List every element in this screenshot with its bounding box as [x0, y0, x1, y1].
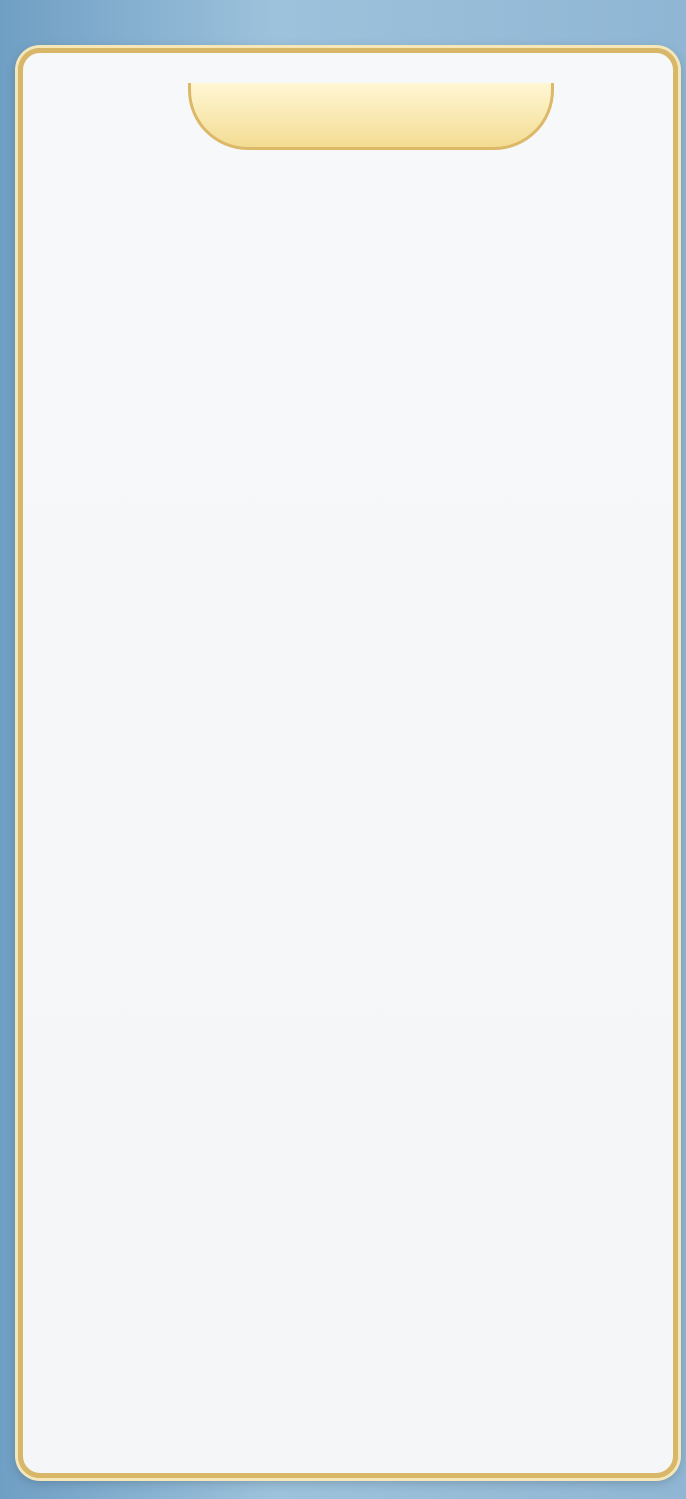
- title-banner: [188, 83, 554, 150]
- nutrition-panel: [18, 48, 678, 1478]
